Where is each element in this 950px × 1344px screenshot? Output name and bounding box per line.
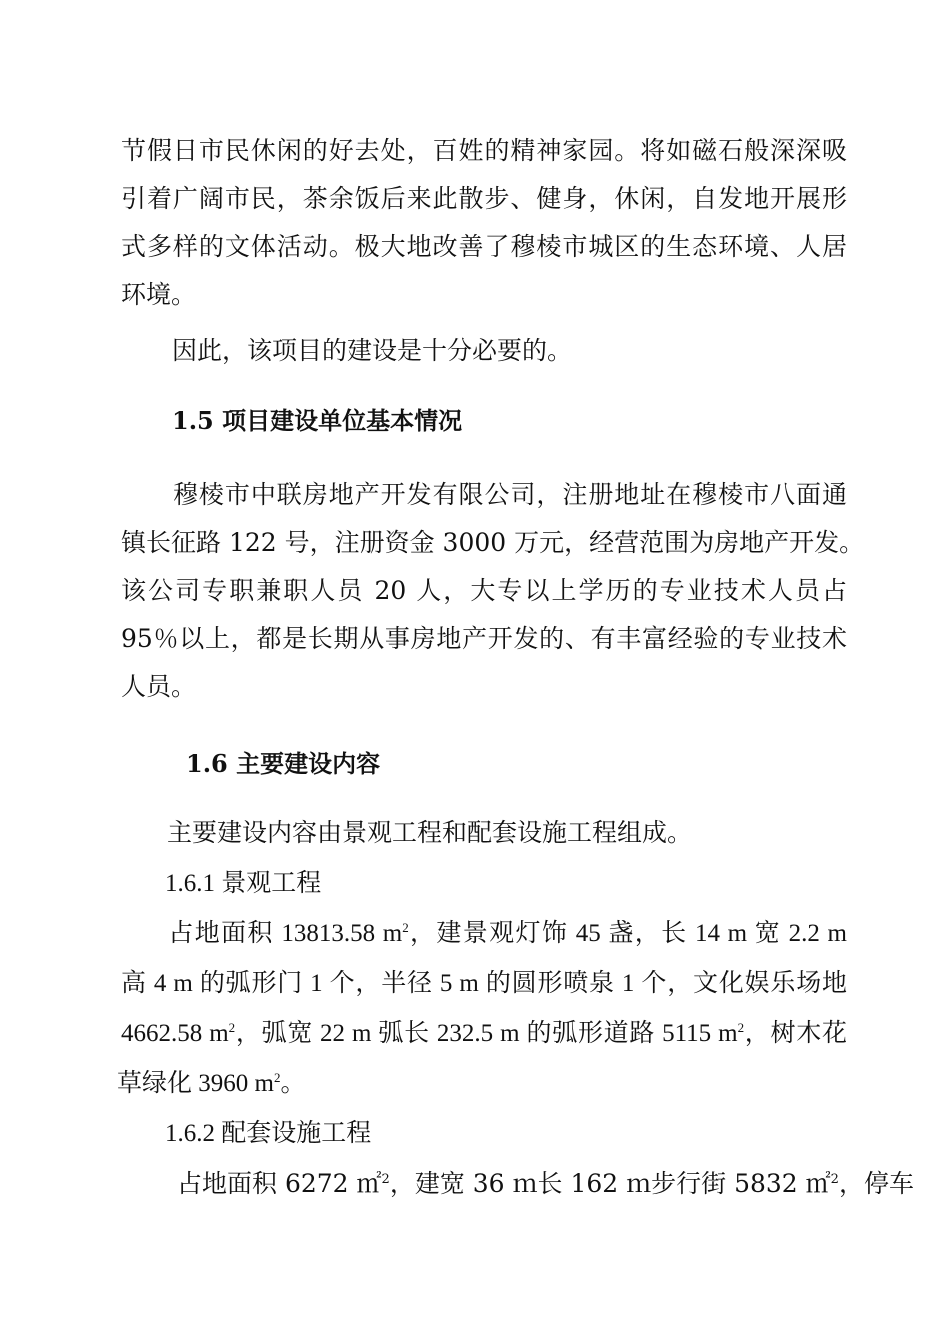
- line-text: ，弧宽 22 m 弧长 232.5 m 的弧形道路 5115 m: [235, 1020, 738, 1047]
- line-text: ，建宽 36 ｍ长 162 ｍ步行街 5832 ㎡: [389, 1169, 831, 1198]
- subsection-heading-1-6-2: 1.6.2 配套设施工程: [165, 1120, 372, 1147]
- paragraph-line: [121, 479, 847, 511]
- line-text: 占地面积 6272 ㎡: [177, 1169, 382, 1198]
- paragraph-line: 节假日市民休闲的好去处，百姓的精神家园。将如磁石般深深吸: [121, 136, 847, 165]
- line-text: ，建景观灯饰 45 盏，长 14 m 宽 2.2 m: [408, 920, 847, 947]
- paragraph-line: [121, 918, 847, 950]
- paragraph-line: 式多样的文体活动。极大地改善了穆棱市城区的生态环境、人居: [121, 232, 847, 261]
- section-heading-1-6: 1.6 主要建设内容: [186, 749, 381, 778]
- paragraph-line: [121, 1018, 847, 1050]
- paragraph-line: [121, 1168, 914, 1200]
- superscript: 2: [737, 1020, 745, 1035]
- line-text: 4662.58 m: [121, 1020, 229, 1047]
- line-text: 占地面积 13813.58 m: [167, 920, 403, 947]
- line-text: 穆棱市中联房地产开发有限公司，注册地址在穆棱市八面通: [172, 480, 847, 509]
- paragraph-line: 引着广阔市民，茶余饭后来此散步、健身，休闲，自发地开展形: [121, 184, 847, 213]
- superscript: 2: [273, 1070, 281, 1085]
- paragraph-line: 环境。: [121, 280, 197, 309]
- section-heading-1-5: 1.5 项目建设单位基本情况: [172, 406, 463, 435]
- paragraph-line: 该公司专职兼职人员 20 人，大专以上学历的专业技术人员占: [121, 576, 847, 605]
- paragraph-line: 高 4 m 的弧形门 1 个，半径 5 m 的圆形喷泉 1 个，文化娱乐场地: [121, 970, 847, 997]
- superscript: 2: [381, 1172, 390, 1187]
- line-text: 。: [280, 1070, 306, 1097]
- line-text: ，停车: [838, 1169, 914, 1198]
- paragraph-intro: 主要建设内容由景观工程和配套设施工程组成。: [167, 820, 693, 847]
- paragraph-line: [117, 1068, 305, 1100]
- line-text: 草绿化 3960 m: [117, 1070, 274, 1097]
- paragraph-conclusion: 因此，该项目的建设是十分必要的。: [172, 336, 573, 365]
- paragraph-line: 镇长征路 122 号，注册资金 3000 万元，经营范围为房地产开发。: [121, 528, 865, 557]
- superscript: 2: [830, 1172, 839, 1187]
- paragraph-line: 人员。: [121, 672, 197, 701]
- superscript: 2: [228, 1020, 236, 1035]
- subsection-heading-1-6-1: 1.6.1 景观工程: [165, 870, 322, 897]
- line-text: ，树木花: [744, 1020, 847, 1047]
- paragraph-line: 95％以上，都是长期从事房地产开发的、有丰富经验的专业技术: [121, 624, 847, 653]
- superscript: 2: [402, 920, 409, 935]
